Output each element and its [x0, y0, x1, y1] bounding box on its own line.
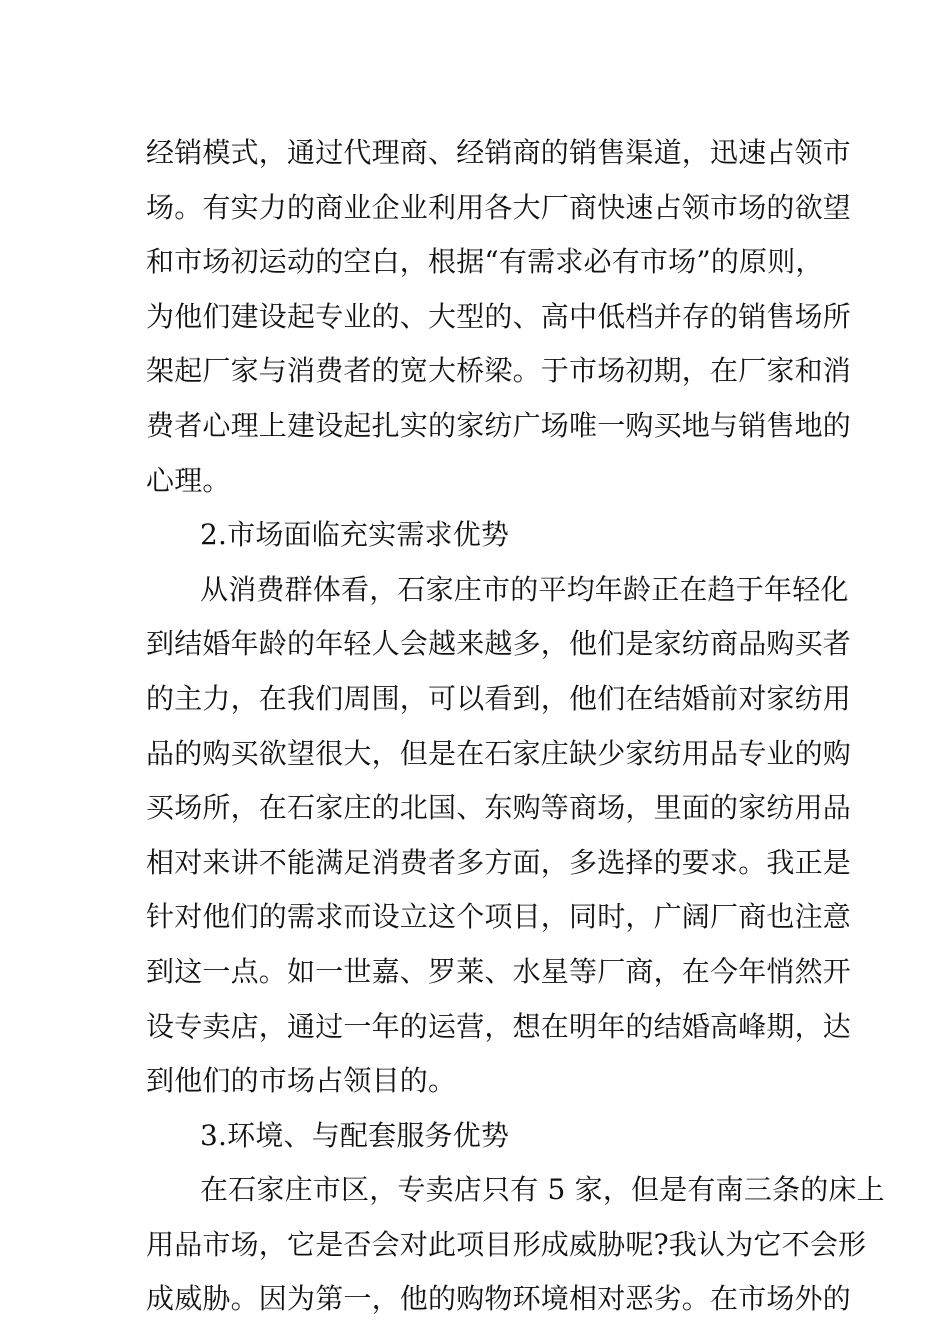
text-line: 用品市场，它是否会对此项目形成威胁呢?我认为它不会形 — [146, 1227, 867, 1261]
text-line: 从消费群体看，石家庄市的平均年龄正在趋于年轻化 — [200, 572, 849, 606]
text-line: 针对他们的需求而设立这个项目，同时，广阔厂商也注意 — [146, 900, 852, 934]
text-line: 品的购买欲望很大，但是在石家庄缺少家纺用品专业的购 — [146, 736, 852, 770]
text-line: 到这一点。如一世嘉、罗莱、水星等厂商，在今年悄然开 — [146, 954, 852, 988]
text-line: 成威胁。因为第一，他的购物环境相对恶劣。在市场外的 — [146, 1282, 852, 1316]
text-line: 和市场初运动的空白，根据“有需求必有市场”的原则， — [146, 245, 824, 279]
text-line: 买场所，在石家庄的北国、东购等商场，里面的家纺用品 — [146, 791, 852, 825]
section-heading: 2.市场面临充实需求优势 — [200, 518, 510, 552]
text-line: 场。有实力的商业企业利用各大厂商快速占领市场的欲望 — [146, 190, 852, 224]
section-heading: 3.环境、与配套服务优势 — [200, 1118, 510, 1152]
text-line: 架起厂家与消费者的宽大桥梁。于市场初期，在厂家和消 — [146, 354, 852, 388]
text-line: 心理。 — [146, 463, 231, 497]
text-line: 为他们建设起专业的、大型的、高中低档并存的销售场所 — [146, 299, 852, 333]
text-line: 在石家庄市区，专卖店只有 5 家，但是有南三条的床上 — [200, 1173, 885, 1207]
body-text — [146, 126, 885, 1327]
text-line: 费者心理上建设起扎实的家纺广场唯一购买地与销售地的 — [146, 408, 852, 442]
text-line: 相对来讲不能满足消费者多方面，多选择的要求。我正是 — [146, 845, 852, 879]
text-line: 设专卖店，通过一年的运营，想在明年的结婚高峰期，达 — [146, 1009, 852, 1043]
text-line: 经销模式，通过代理商、经销商的销售渠道，迅速占领市 — [146, 136, 852, 169]
text-line: 的主力，在我们周围，可以看到，他们在结婚前对家纺用 — [146, 681, 852, 715]
text-line: 到结婚年龄的年轻人会越来越多，他们是家纺商品购买者 — [146, 627, 852, 661]
text-line: 到他们的市场占领目的。 — [146, 1064, 457, 1098]
